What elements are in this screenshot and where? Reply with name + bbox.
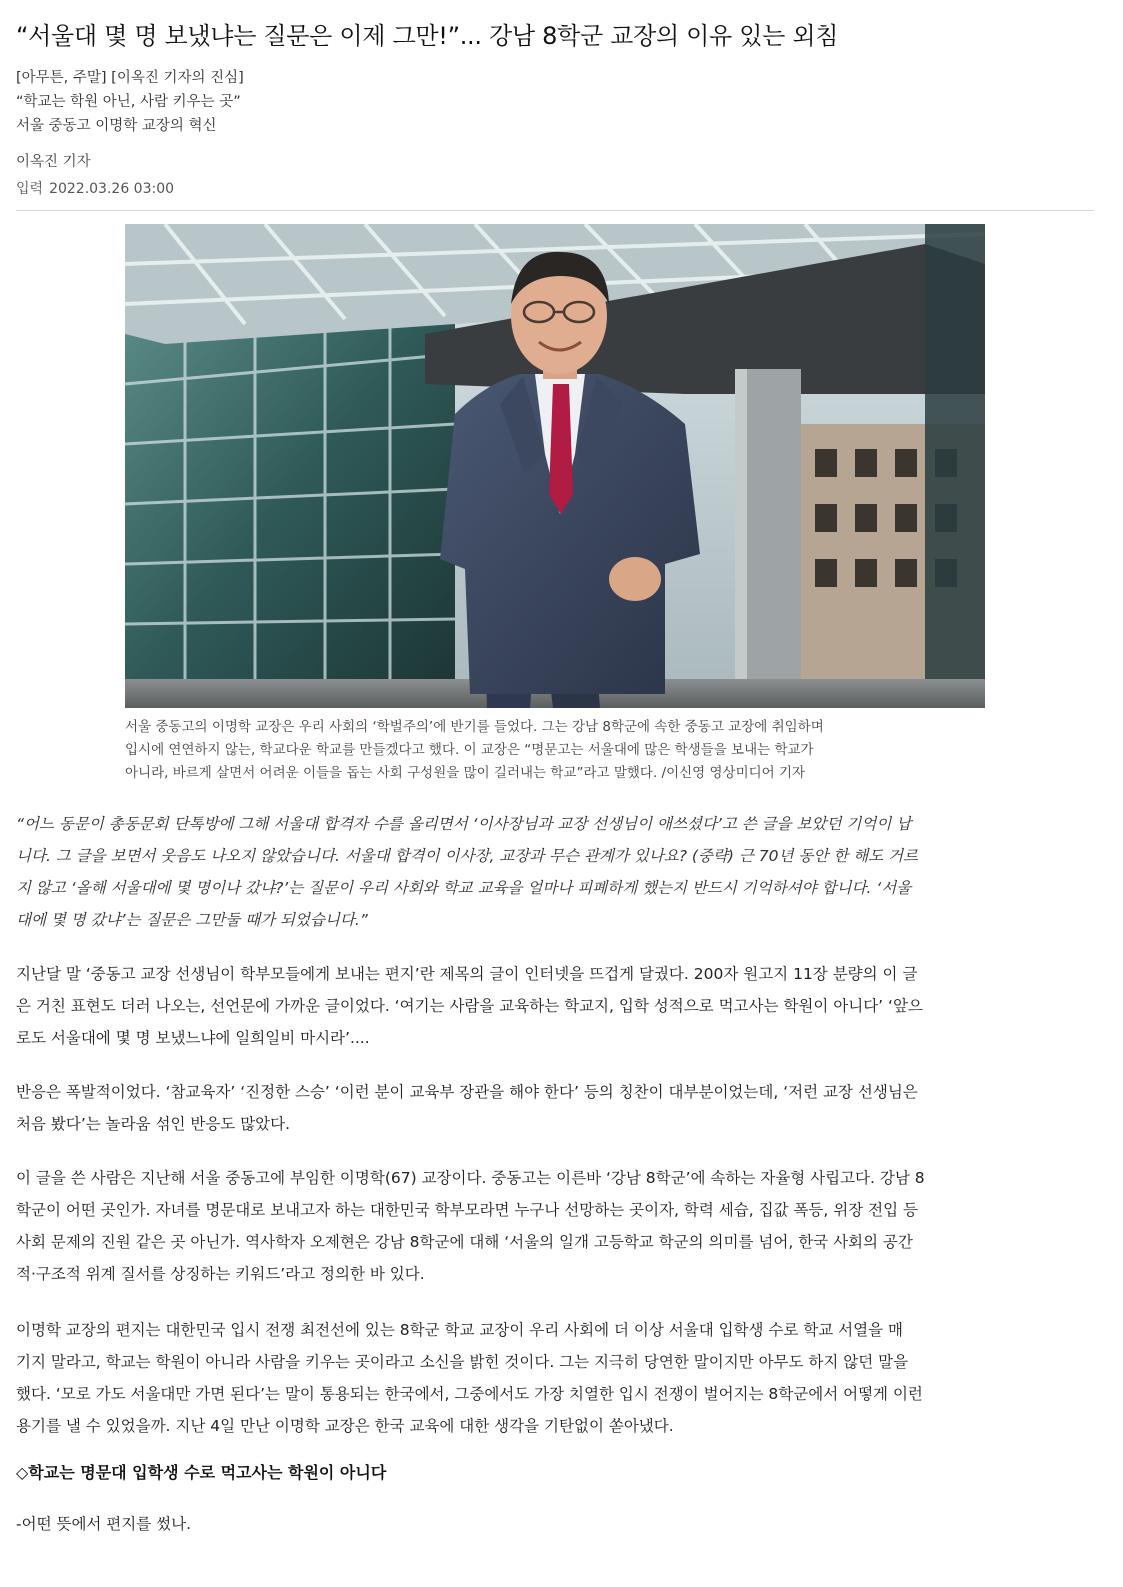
quote-line: 니다. 그 글을 보면서 웃음도 나오지 않았습니다. 서울대 합격이 이사장, 교장과 무슨 관계가 있나요? (중략) 근 70년 동안 한 해도 거르 — [16, 847, 919, 865]
quote-line: 대에 몇 명 갔냐’는 질문은 그만둘 때가 되었습니다.” — [16, 911, 368, 929]
paragraph-line: 이명학 교장의 편지는 대한민국 입시 전쟁 최전선에 있는 8학군 학교 교장이 우리 사회에 더 이상 서울대 입학생 수로 학교 서열을 매 — [16, 1321, 904, 1339]
deck-line: [아무튼, 주말] [이옥진 기자의 진심] — [16, 70, 244, 86]
paragraph-line: 사회 문제의 진원 같은 곳 아닌가. 역사학자 오제현은 강남 8학군에 대해 ‘서울의 일개 고등학교 학군의 의미를 넘어, 한국 사회의 공간 — [16, 1233, 913, 1251]
paragraph-line: 지난달 말 ‘중동고 교장 선생님이 학부모들에게 보내는 편지’란 제목의 글이 인터넷을 뜨겁게 달궜다. 200자 원고지 11장 분량의 이 글 — [16, 965, 918, 983]
paragraph-line: 은 거친 표현도 더러 나오는, 선언문에 가까운 글이었다. ‘여기는 사람을 교육하는 학교지, 입학 성적으로 먹고사는 학원이 아니다’ ‘앞으 — [16, 997, 923, 1015]
photo-illustration — [125, 224, 985, 708]
byline-author[interactable]: 이옥진 기자 — [16, 154, 91, 170]
body-paragraph — [16, 1314, 1094, 1442]
paragraph-line: 했다. ‘모로 가도 서울대만 가면 된다’는 말이 통용되는 한국에서, 그중에서도 가장 치열한 입시 전쟁이 벌어지는 8학군에서 어떻게 이런 — [16, 1385, 923, 1403]
date-value: 2022.03.26 03:00 — [49, 181, 175, 197]
publish-date — [16, 178, 174, 198]
paragraph-line: 반응은 폭발적이었다. ‘참교육자’ ‘진정한 스승’ ‘이런 분이 교육부 장관을 해야 한다’ 등의 칭찬이 대부분이었는데, ‘저런 교장 선생님은 — [16, 1083, 918, 1101]
deck-line: 서울 중동고 이명학 교장의 혁신 — [16, 118, 217, 134]
paragraph-line: 이 글을 쓴 사람은 지난해 서울 중동고에 부임한 이명학(67) 교장이다. 중동고는 이른바 ‘강남 8학군’에 속하는 자율형 사립고다. 강남 8 — [16, 1169, 925, 1187]
body-paragraph — [16, 1162, 1094, 1290]
article-headline: “서울대 몇 명 보냈냐는 질문은 이제 그만!”... 강남 8학군 교장의 이유 있는 외침 — [16, 22, 839, 50]
caption-line: 입시에 연연하지 않는, 학교다운 학교를 만들겠다고 했다. 이 교장은 “명문고는 서울대에 많은 학생들을 보내는 학교가 — [125, 742, 814, 758]
paragraph-line: 적·구조적 위계 질서를 상징하는 키워드’라고 정의한 바 있다. — [16, 1265, 425, 1283]
header-divider — [16, 210, 1094, 211]
body-paragraph — [16, 958, 1094, 1054]
article-deck — [16, 66, 244, 138]
caption-line: 아니라, 바르게 살면서 어려운 이들을 돕는 사회 구성원을 많이 길러내는 학교”라고 말했다. /이신영 영상미디어 기자 — [125, 765, 806, 781]
deck-line: “학교는 학원 아닌, 사람 키우는 곳” — [16, 94, 241, 110]
body-paragraph — [16, 1076, 1094, 1140]
photo-caption — [125, 716, 1005, 785]
article-photo[interactable] — [125, 224, 985, 708]
paragraph-line: 처음 봤다’는 놀라움 섞인 반응도 많았다. — [16, 1115, 291, 1133]
opening-quote — [16, 808, 1094, 936]
quote-line: “어느 동문이 총동문회 단톡방에 그해 서울대 합격자 수를 올리면서 ‘이사장님과 교장 선생님이 애쓰셨다’고 쓴 글을 보았던 기억이 납 — [16, 815, 912, 833]
date-label: 입력 — [16, 181, 44, 197]
paragraph-line: 학군이 어떤 곳인가. 자녀를 명문대로 보내고자 하는 대한민국 학부모라면 누구나 선망하는 곳이자, 학력 세습, 집값 폭등, 위장 전입 등 — [16, 1201, 918, 1219]
quote-line: 지 않고 ‘올해 서울대에 몇 명이나 갔냐?’는 질문이 우리 사회와 학교 교육을 얼마나 피폐하게 했는지 반드시 기억하셔야 합니다. ‘서울 — [16, 879, 912, 897]
paragraph-line: 용기를 낼 수 있었을까. 지난 4일 만난 이명학 교장은 한국 교육에 대한 생각을 기탄없이 쏟아냈다. — [16, 1417, 674, 1435]
paragraph-line: 기지 말라고, 학교는 학원이 아니라 사람을 키우는 곳이라고 소신을 밝힌 것이다. 그는 지극히 당연한 말이지만 아무도 하지 않던 말을 — [16, 1353, 909, 1371]
section-subhead: ◇학교는 명문대 입학생 수로 먹고사는 학원이 아니다 — [16, 1463, 387, 1482]
interview-question: -어떤 뜻에서 편지를 썼나. — [16, 1515, 192, 1533]
paragraph-line: 로도 서울대에 몇 명 보냈느냐에 일희일비 마시라’.... — [16, 1029, 370, 1047]
caption-line: 서울 중동고의 이명학 교장은 우리 사회의 ‘학벌주의’에 반기를 들었다. 그는 강남 8학군에 속한 중동고 교장에 취임하며 — [125, 719, 824, 735]
